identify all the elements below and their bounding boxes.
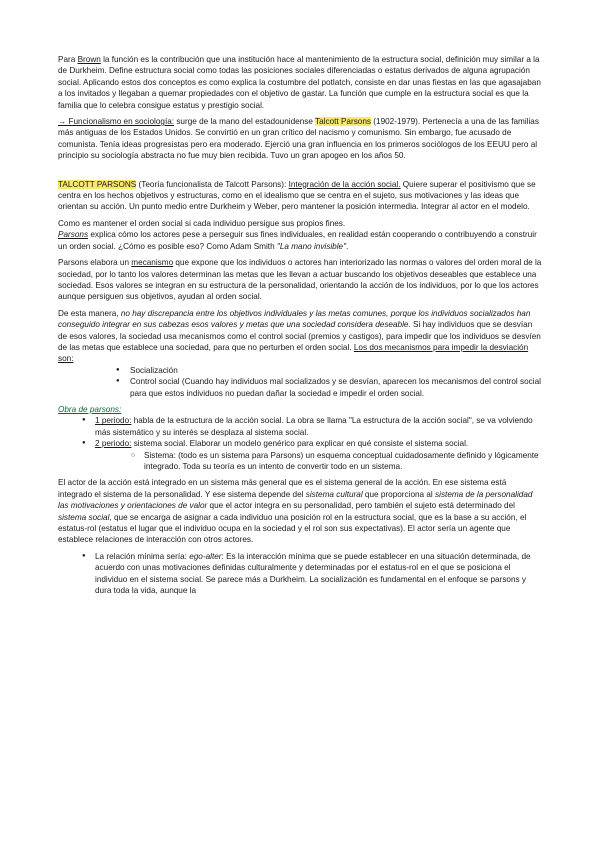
paragraph-parsons-explica <box>58 229 542 252</box>
text: (Teoría funcionalista de Talcott Parsons): <box>136 179 289 189</box>
italic-text: no hay discrepancia entre los objetivos individuales y las metas comunes, porque los individuos socializados han conseguido integrar en sus cabezas esos valores y metas que una sociedad considera deseable. <box>58 308 531 330</box>
italic-text: ego-alter <box>189 551 222 561</box>
text: (1902-1979). Pertenecía a una de las familias más antiguas de los Estados Unidos. Se convirtió en un gran crítico del nacismo y comunismo. Sin embargo, fue acusado de comunista. Tenía ideas progresistas pero era moderado. Ejerció una gran influencia en los primeros sociólogos de los EEUU pero al principio su sociología abstracta no fue muy bien recibida. Tuvo un gran apogeo en los años 50. <box>58 117 539 161</box>
text: El actor de la acción está integrado en un sistema más general que es el sistema general de la acción. En ese sistema está integrado el sistema de la personalidad. Y ese sistema depende del <box>58 478 507 499</box>
text: surge de la mano del estadounidense <box>174 117 316 127</box>
integracion-heading: Integración de la acción social. <box>288 179 401 189</box>
text: que expone que los individuos o actores han interiorizado las normas o valores del orden moral de la sociedad, por lo tanto los valores determinan las metas que les llevan a actuar buscando los objetivos deseables que establece una sociedad. Esos valores se integran en su estructura de la personalidad, orientando la acción de los individuos, por lo que los actores aunque persiguen sus objetivos, ayudan al orden social. <box>58 258 542 302</box>
quote-mano-invisible: "La mano invisible" <box>276 241 346 251</box>
list-item <box>58 551 542 597</box>
text: La relación mínima sería: <box>95 551 190 561</box>
text: : Es la interacción mínima que se puede establecer en una situación determinada, de acuerdo con unas motivaciones definidas culturalmente y determinadas por el estatus-rol en el que se posiciona el individuo en el sistema social. Se parece más a Durkheim. La socialización es fundamental en el enfoque se parsons y dura toda la vida, aunque la <box>95 551 531 596</box>
paragraph-brown <box>58 54 542 111</box>
text: , que se encarga de asignar a cada individuo una posición rol en la estructura social, que es la base a su acción, el estatus-rol (estatus el lugar que el individuo ocupa en la sociedad y el rol son sus expectativas). El actor sería un agente que establece relaciones de interacción con otros actores. <box>58 512 527 545</box>
periodo-label: 1 periodo: <box>95 416 132 426</box>
list-item <box>58 415 542 438</box>
parsons-link: Parsons <box>58 230 89 240</box>
list-item: ● Control social (Cuando hay individuos mal socializados y se desvían, aparecen los mecanismos del control social para que estos individuos no puedan dañar la sociedad e impedir el orden social. <box>58 376 542 399</box>
paragraph-mecanismo <box>58 257 542 303</box>
periodo-label: 2 periodo: <box>95 439 132 449</box>
highlight-talcott-title: TALCOTT PARSONS <box>58 179 137 189</box>
text: Si hay individuos que se desvían de esos valores, la sociedad usa mecanismos como el control social (premios y castigos), para impedir que los individuos se desvíen de las metas que establece una sociedad, para que no perturben el orden social. <box>58 320 541 352</box>
text: explica cómo los actores pese a perseguir sus fines individuales, en realidad están cooperando o contribuyendo a construir un orden social. ¿Cómo es posible eso? Como Adam Smith <box>58 230 537 251</box>
italic-text: sistema social <box>58 512 110 522</box>
text: que el actor integra en su personalidad, pero también el sujeto está determinado del <box>207 501 515 511</box>
mecanismos-heading: Los dos mecanismos para impedir la desviación son: <box>58 342 529 364</box>
italic-text: sistema cultural <box>305 489 363 499</box>
paragraph-desviacion <box>58 308 542 365</box>
list-item <box>58 438 542 449</box>
text: la función es la contribución que una institución hace al mantenimiento de la estructura social, definición muy similar a la de Durkheim. Define estructura social como todas las posiciones sociales diferenciadas o estatus derivados de alguna agrupación social. Aplicando estos dos conceptos es como explica la costumbre del potlatch, consiste en dar unas fiestas en las que agasajaban a los invitados y llegaban a quemar propiedades con el objetivo de gastar. La función que cumple en la estructura social es que la familia que lo celebra consigue estatus y prestigio social. <box>58 55 541 110</box>
italic-text: sistema de la personalidad las motivaciones y orientaciones de valor <box>58 489 533 511</box>
periodo-text: sistema social. Elaborar un modelo genérico para explicar en qué consiste el sistema social. <box>131 439 469 449</box>
text: que proporciona al <box>362 489 436 499</box>
sistema-sublist <box>58 450 542 473</box>
text: Quiere superar el positivismo que se centra en los hechos objetivos y estructuras, como en el idealismo que se centra en el sujeto, sus motivaciones y las ideas que orientan su acción. Un punto medio entre Durkheim y Weber, pero mantener la posición intermedia. Integrar al actor en el modelo. <box>58 179 536 212</box>
periodo-text: habla de la estructura de la acción social. La obra se llama "La estructura de la acción social", se va volviendo más sistemático y su interés se desplaza al sistema social. <box>95 416 533 437</box>
relacion-list <box>58 551 542 597</box>
author-brown: Brown <box>77 55 101 64</box>
question-line <box>58 218 542 229</box>
text: . <box>345 241 349 251</box>
question-text: Como es mantener el orden social si cada individuo persigue sus propios fines. <box>58 218 346 228</box>
mecanismos-list <box>58 365 542 399</box>
obra-list <box>58 415 542 449</box>
paragraph-funcionalismo <box>58 116 542 162</box>
obra-heading <box>58 404 542 415</box>
funcionalismo-heading-link[interactable]: → Funcionalismo en sociología: <box>58 117 175 127</box>
list-item: ○ Sistema: (todo es un sistema para Parsons) un esquema conceptual cuidadosamente definido y lógicamente integrado. Toda su teoría es un intento de convertir todo en un sistema. <box>58 450 542 473</box>
text: Parsons elabora un <box>58 258 132 268</box>
list-item: ● Socialización <box>58 365 542 376</box>
mecanismo-term: mecanismo <box>131 258 174 268</box>
text: De esta manera, <box>58 308 121 318</box>
highlight-talcott-parsons: Talcott Parsons <box>315 117 372 127</box>
paragraph-talcott-parsons <box>58 179 542 213</box>
paragraph-actor <box>58 477 542 545</box>
obra-heading-text: Obra de parsons: <box>58 404 122 414</box>
text: Para <box>58 55 78 64</box>
